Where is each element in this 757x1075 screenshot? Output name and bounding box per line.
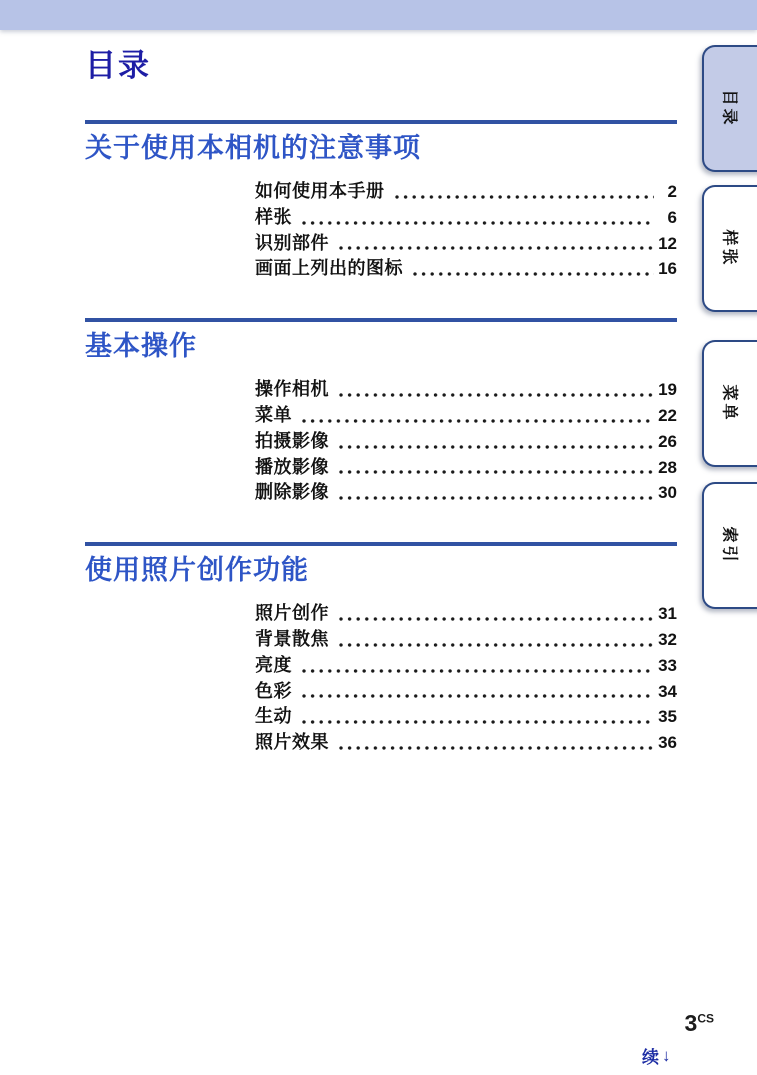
continued-label: 续 [642,1048,660,1067]
toc-entry-page[interactable]: 34 [658,681,677,701]
section-basic-operations [85,318,677,504]
toc-entry[interactable] [255,229,677,255]
toc-entry-page[interactable]: 36 [658,733,677,753]
toc-entry-page[interactable]: 12 [658,233,677,253]
toc-entry-label[interactable]: 生动 [255,706,292,727]
dot-leader [339,246,654,250]
toc-entry-page[interactable]: 28 [658,457,677,477]
down-arrow-icon: ↓ [662,1046,672,1065]
toc-sections [85,120,677,792]
toc-entry-label[interactable]: 背景散焦 [255,628,329,649]
section-heading: 基本操作 [85,331,197,362]
dot-leader [302,419,654,423]
toc-entry[interactable] [255,478,677,504]
top-bar [0,0,757,30]
toc-entry-label[interactable]: 色彩 [255,680,292,701]
toc-entry-page[interactable]: 32 [658,629,677,649]
dot-leader [339,496,654,500]
toc-entry-page[interactable]: 22 [658,405,677,425]
toc-entry[interactable] [255,599,677,625]
section-entries [255,599,677,754]
section-using-photo-creativity [85,542,677,754]
toc-entry-label[interactable]: 操作相机 [255,379,329,400]
page-title: 目录 [85,48,151,83]
section-entries [255,177,677,280]
dot-leader [395,195,655,199]
section-rule [85,542,677,546]
toc-entry[interactable] [255,625,677,651]
toc-entry-label[interactable]: 照片创作 [255,603,329,624]
toc-entry[interactable] [255,728,677,754]
toc-entry-page[interactable]: 6 [667,207,677,227]
dot-leader [302,720,654,724]
toc-entry[interactable] [255,453,677,479]
toc-entry-label[interactable]: 照片效果 [255,732,329,753]
toc-entry[interactable] [255,375,677,401]
tab-contents[interactable] [702,45,757,172]
toc-entry[interactable] [255,401,677,427]
nav-tab-label: 目录 [720,89,738,128]
dot-leader [339,643,654,647]
section-heading: 使用照片创作功能 [85,555,309,586]
toc-entry-label[interactable]: 拍摄影像 [255,430,329,451]
tab-index[interactable] [702,482,757,609]
toc-entry[interactable] [255,254,677,280]
page-number-value: 3 [684,1010,698,1036]
dot-leader [302,221,654,225]
toc-entry[interactable] [255,203,677,229]
nav-tab-label: 菜单 [720,384,738,423]
dot-leader [339,617,654,621]
section-heading: 关于使用本相机的注意事项 [85,133,421,163]
dot-leader [302,694,654,698]
nav-tab-label: 索引 [720,526,738,565]
toc-entry-page[interactable]: 16 [658,259,677,279]
toc-entry-page[interactable]: 19 [658,380,677,400]
toc-entry-page[interactable]: 2 [667,182,677,201]
toc-entry[interactable] [255,702,677,728]
toc-entry-label[interactable]: 亮度 [255,654,292,675]
toc-entry-label[interactable]: 画面上列出的图标 [255,258,403,279]
dot-leader [339,470,654,474]
section-notes-on-using-camera [85,120,677,280]
toc-entry[interactable] [255,427,677,453]
page-number [685,1010,714,1037]
toc-entry[interactable] [255,177,677,203]
toc-entry-page[interactable]: 33 [658,655,677,675]
continued-indicator [642,1043,672,1068]
dot-leader [339,746,654,750]
toc-entry-label[interactable]: 播放影像 [255,456,329,477]
dot-leader [339,393,654,397]
tab-rail [702,0,757,1075]
toc-entry-label[interactable]: 样张 [255,206,292,227]
section-rule [85,120,677,124]
toc-entry-page[interactable]: 31 [658,604,677,624]
dot-leader [302,669,654,673]
toc-entry-label[interactable]: 识别部件 [255,232,329,253]
tab-menu[interactable] [702,340,757,467]
toc-entry[interactable] [255,651,677,677]
toc-entry-page[interactable]: 26 [658,431,677,451]
toc-entry-label[interactable]: 如何使用本手册 [255,181,385,201]
nav-tab-label: 样张 [720,229,738,268]
toc-entry-label[interactable]: 删除影像 [255,482,329,503]
toc-entry-label[interactable]: 菜单 [255,404,292,425]
section-rule [85,318,677,322]
tab-sample-photos[interactable] [702,185,757,312]
section-entries [255,375,677,504]
toc-entry-page[interactable]: 30 [658,483,677,503]
toc-entry[interactable] [255,677,677,703]
dot-leader [339,445,654,449]
page-number-suffix: CS [697,1011,714,1026]
toc-entry-page[interactable]: 35 [658,707,677,727]
dot-leader [413,272,654,276]
